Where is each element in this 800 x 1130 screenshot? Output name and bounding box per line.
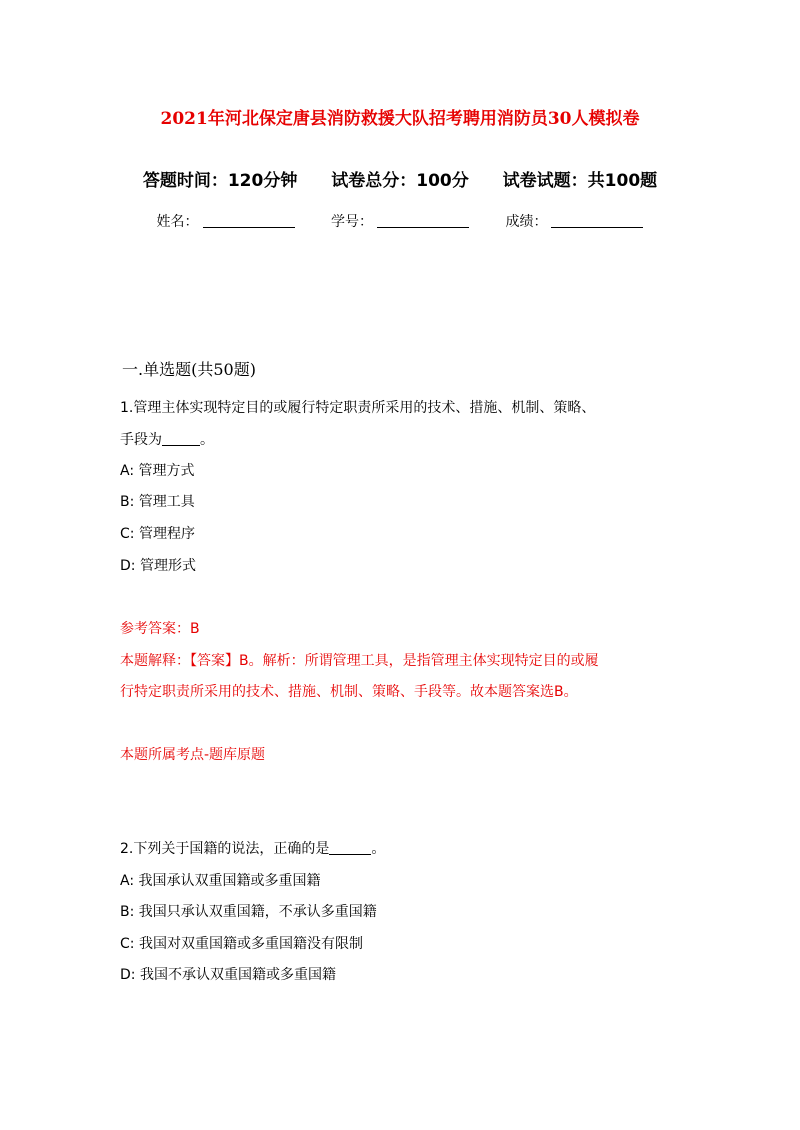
q2-stem-after: 。 bbox=[371, 841, 386, 857]
q2-option-d: D: 我国不承认双重国籍或多重国籍 bbox=[120, 967, 336, 983]
q1-option-d: D: 管理形式 bbox=[120, 558, 196, 574]
name-blank[interactable] bbox=[203, 213, 295, 228]
name-label: 姓名： bbox=[156, 214, 199, 230]
q1-answer-blank bbox=[162, 432, 200, 446]
name-field bbox=[157, 211, 295, 231]
exam-total-score: 试卷总分：100分 bbox=[331, 171, 469, 191]
q1-stem-line2 bbox=[120, 429, 214, 449]
q1-option-a: A: 管理方式 bbox=[120, 463, 195, 479]
exam-meta bbox=[0, 166, 800, 191]
q2-option-c: C: 我国对双重国籍或多重国籍没有限制 bbox=[120, 936, 363, 952]
exam-title: 2021年河北保定唐县消防救援大队招考聘用消防员30人模拟卷 bbox=[160, 109, 640, 129]
q2-answer-blank bbox=[329, 841, 371, 855]
q2-option-b: B: 我国只承认双重国籍，不承认多重国籍 bbox=[120, 904, 377, 920]
q2-stem-line1 bbox=[120, 838, 385, 858]
q1-stem-before: 手段为 bbox=[120, 432, 162, 448]
exam-question-count: 试卷试题：共100题 bbox=[502, 171, 658, 191]
q1-explanation-line1: 本题解释：【答案】B。解析：所谓管理工具，是指管理主体实现特定目的或履 bbox=[120, 653, 599, 669]
section-title: 一.单选题(共50题) bbox=[122, 360, 256, 379]
exam-time: 答题时间：120分钟 bbox=[142, 171, 298, 191]
q2-stem-before: 2.下列关于国籍的说法，正确的是 bbox=[120, 841, 330, 857]
score-blank[interactable] bbox=[551, 213, 643, 228]
q1-source: 本题所属考点-题库原题 bbox=[120, 747, 266, 763]
q1-option-c: C: 管理程序 bbox=[120, 526, 195, 542]
q2-option-a: A: 我国承认双重国籍或多重国籍 bbox=[120, 873, 321, 889]
q1-option-b: B: 管理工具 bbox=[120, 494, 195, 510]
id-label: 学号： bbox=[331, 214, 373, 230]
id-field bbox=[331, 211, 469, 231]
score-label: 成绩： bbox=[505, 214, 548, 230]
q1-explanation-line2: 行特定职责所采用的技术、措施、机制、策略、手段等。故本题答案选B。 bbox=[120, 684, 578, 700]
id-blank[interactable] bbox=[377, 213, 469, 228]
score-field bbox=[505, 211, 643, 231]
student-fields bbox=[0, 211, 800, 231]
q1-stem-line1: 1.管理主体实现特定目的或履行特定职责所采用的技术、措施、机制、策略、 bbox=[120, 400, 596, 416]
q1-stem-after: 。 bbox=[200, 432, 214, 448]
q1-answer: 参考答案：B bbox=[120, 621, 200, 637]
